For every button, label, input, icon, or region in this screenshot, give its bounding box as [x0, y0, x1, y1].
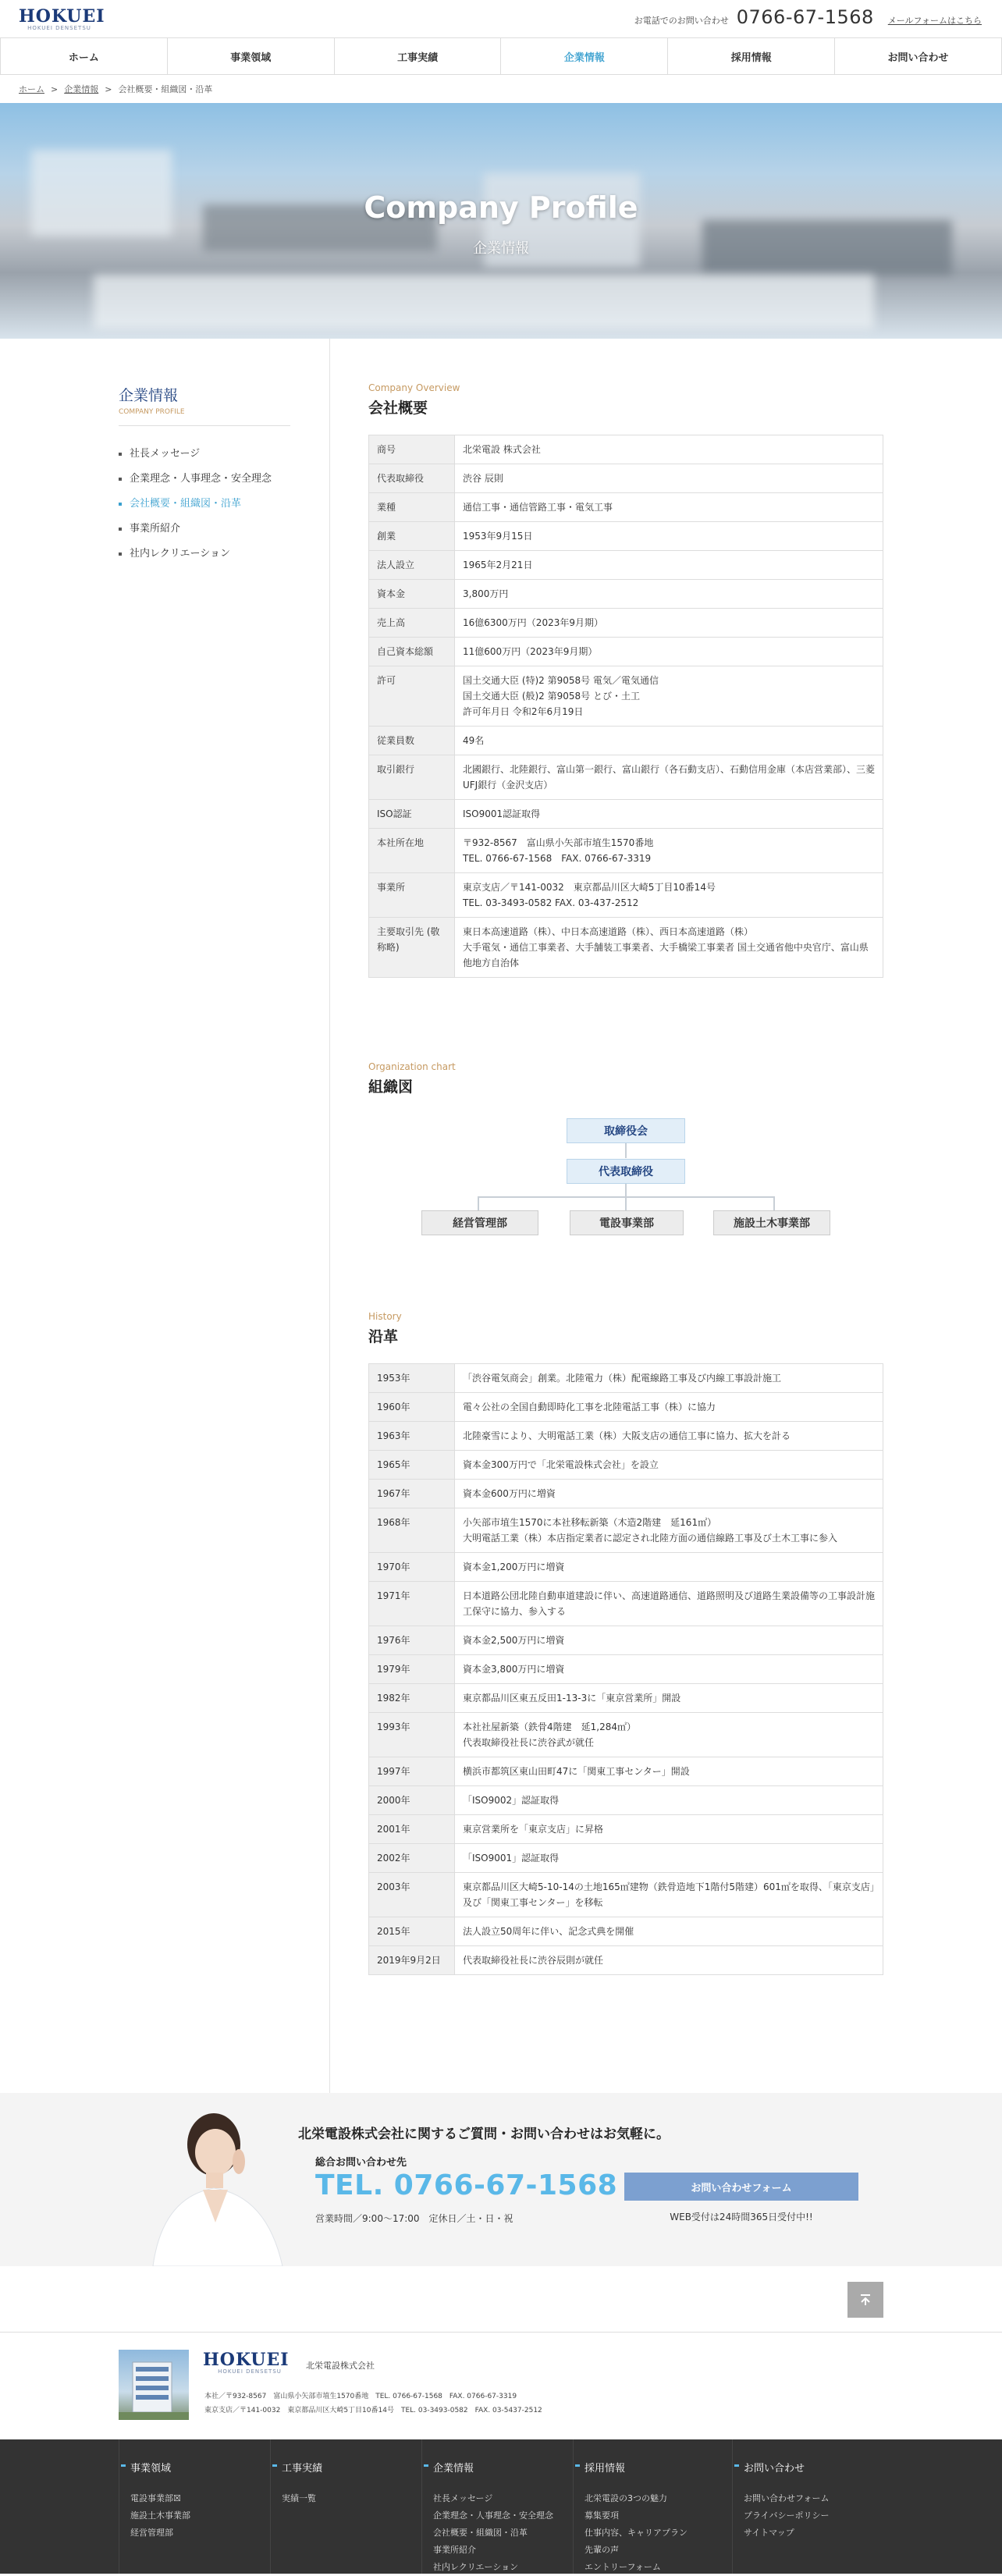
history-row-label: 2001年	[369, 1815, 455, 1844]
history-row	[369, 1815, 883, 1844]
footer-col-list	[422, 2475, 573, 2576]
history-row	[369, 1655, 883, 1684]
history-row-value	[455, 1480, 883, 1508]
overview-row-value	[455, 551, 883, 580]
history-row-label: 2002年	[369, 1844, 455, 1873]
overview-row-value	[455, 580, 883, 609]
footer-link[interactable]: 経営管理部	[130, 2528, 173, 2538]
footer-col-title[interactable]: 企業情報	[422, 2439, 573, 2475]
footer-link[interactable]: 募集要項	[584, 2510, 619, 2521]
overview-row-line: TEL. 03-3493-0582 FAX. 03-437-2512	[463, 897, 639, 908]
footer-col-item-3	[421, 2439, 573, 2574]
overview-row-line: 渋谷 辰則	[463, 473, 503, 484]
overview-row	[369, 727, 883, 755]
history-row-value	[455, 1364, 883, 1393]
overview-row-value	[455, 873, 883, 918]
overview-row	[369, 755, 883, 800]
history-row-value	[455, 1815, 883, 1844]
overview-row-label: 許可	[369, 666, 455, 727]
overview-row-value	[455, 638, 883, 666]
overview-row-label: 本社所在地	[369, 829, 455, 873]
contact-web-note: WEB受付は24時間365日受付中!!	[670, 2212, 813, 2222]
history-row	[369, 1626, 883, 1655]
contact-heading: 北栄電設株式会社に関するご質問・お問い合わせはお気軽に。	[298, 2127, 670, 2142]
history-row-value	[455, 1451, 883, 1480]
overview-row-line: 通信工事・通信管路工事・電気工事	[463, 502, 613, 513]
footer-col-list	[733, 2475, 883, 2542]
overview-row	[369, 464, 883, 493]
history-row-line: 資本金600万円に増資	[463, 1488, 556, 1499]
history-row-value	[455, 1917, 883, 1946]
logo-subtext: HOKUEI DENSETSU	[27, 25, 91, 31]
overview-row-line: 1965年2月21日	[463, 560, 533, 570]
history-row	[369, 1873, 883, 1917]
history-row	[369, 1364, 883, 1393]
overview-row-line: 国土交通大臣 (特)2 第9058号 電気／電気通信	[463, 675, 659, 686]
history-row-label: 1997年	[369, 1757, 455, 1786]
contact-form-button[interactable]: お問い合わせフォーム	[624, 2173, 858, 2201]
history-row-label: 1968年	[369, 1508, 455, 1553]
overview-row-line: 16億6300万円（2023年9月期）	[463, 617, 603, 628]
org-line	[625, 1183, 627, 1197]
history-row-value	[455, 1655, 883, 1684]
footer-link[interactable]: 事業所紹介	[433, 2545, 476, 2555]
history-row-line: 資本金3,800万円に増資	[463, 1664, 565, 1675]
history-row-line: 「ISO9002」認証取得	[463, 1795, 560, 1806]
footer-col-item-2	[270, 2439, 421, 2574]
history-row-value	[455, 1393, 883, 1422]
footer-link[interactable]: 先輩の声	[584, 2545, 619, 2555]
arrow-up-icon	[858, 2292, 873, 2308]
history-row	[369, 1713, 883, 1757]
footer-col-list	[271, 2475, 421, 2507]
overview-row	[369, 551, 883, 580]
footer-logo-subtext: HOKUEI DENSETSU	[218, 2368, 282, 2375]
nav-item-3[interactable]: 工事実績	[335, 38, 502, 74]
history-row	[369, 1393, 883, 1422]
nav-item-1[interactable]: ホーム	[0, 38, 168, 74]
logo-text: HOKUEI	[19, 6, 105, 27]
pagetop-zone	[0, 2266, 1002, 2332]
org-heading: 組織図	[368, 1078, 414, 1096]
nav-item-5[interactable]: 採用情報	[668, 38, 835, 74]
history-row-line: 法人設立50周年に伴い、記念式典を開催	[463, 1926, 634, 1937]
org-chart	[368, 1096, 883, 1252]
sidebar-item-3[interactable]: 会社概要・組織図・沿革	[119, 492, 290, 517]
breadcrumb	[0, 75, 1002, 103]
overview-row-label: 法人設立	[369, 551, 455, 580]
sidebar	[119, 384, 290, 567]
history-row-line: 代表取締役社長に渋谷辰則が就任	[463, 1955, 604, 1966]
history-row	[369, 1582, 883, 1626]
overview-row-label: 資本金	[369, 580, 455, 609]
overview-row	[369, 435, 883, 464]
footer-col-item-4	[573, 2439, 732, 2574]
history-row	[369, 1480, 883, 1508]
history-row-value	[455, 1582, 883, 1626]
footer-col-title[interactable]: 工事実績	[271, 2439, 421, 2475]
overview-heading: 会社概要	[368, 400, 428, 417]
hero-banner	[0, 103, 1002, 339]
org-line	[625, 1196, 627, 1210]
history-heading: 沿革	[368, 1328, 399, 1345]
history-row-value	[455, 1422, 883, 1451]
history-row	[369, 1786, 883, 1815]
history-row-line: 東京営業所を「東京支店」に昇格	[463, 1824, 604, 1835]
sidebar-item-5[interactable]: 社内レクリエーション	[119, 542, 290, 567]
sidebar-title: 企業情報	[119, 387, 179, 404]
overview-row-line: 国土交通大臣 (般)2 第9058号 とび・土工	[463, 691, 640, 702]
history-row-line: 代表取締役社長に渋谷武が就任	[463, 1737, 595, 1748]
footer-link[interactable]: お問い合わせフォーム	[744, 2493, 830, 2503]
overview-row-label: 創業	[369, 522, 455, 551]
hero-subtitle: 企業情報	[473, 240, 529, 257]
org-line	[478, 1196, 479, 1210]
nav-item-2[interactable]: 事業領域	[168, 38, 335, 74]
overview-row-label: 従業員数	[369, 727, 455, 755]
overview-row-line: 北栄電設 株式会社	[463, 444, 541, 455]
history-row-label: 1960年	[369, 1393, 455, 1422]
site-logo[interactable]	[19, 6, 105, 33]
history-row	[369, 1684, 883, 1713]
history-row	[369, 1553, 883, 1582]
footer-link[interactable]: 電設事業部☒	[130, 2493, 181, 2503]
overview-row-line: 11億600万円（2023年9月期）	[463, 646, 598, 657]
footer-link[interactable]: 実績一覧	[282, 2493, 316, 2503]
global-nav	[0, 37, 1002, 75]
footer-link[interactable]: 施設土木事業部	[130, 2510, 190, 2521]
history-row	[369, 1422, 883, 1451]
history-row	[369, 1946, 883, 1975]
footer-address-head: 本社／〒932-8567 富山県小矢部市埴生1570番地 TEL. 0766-67-1568 FAX. 0766-67-3319	[204, 2393, 517, 2400]
footer-col-item-1	[119, 2439, 270, 2574]
overview-row	[369, 609, 883, 638]
history-row-label: 2019年9月2日	[369, 1946, 455, 1975]
history-row-label: 1965年	[369, 1451, 455, 1480]
footer-link[interactable]: エントリーフォーム	[584, 2562, 661, 2572]
history-section	[368, 1311, 883, 1975]
history-row-label: 1963年	[369, 1422, 455, 1451]
sidebar-item-2[interactable]: 企業理念・人事理念・安全理念	[119, 467, 290, 492]
history-row-label: 1971年	[369, 1582, 455, 1626]
history-row-value	[455, 1786, 883, 1815]
sidebar-subtitle: COMPANY PROFILE	[119, 408, 290, 426]
history-row-line: 大明電話工業（株）本店指定業者に認定され北陸方面の通信線路工事及び土木工事に参入	[463, 1533, 838, 1544]
footer-link[interactable]: 仕事内容、キャリアプラン	[584, 2528, 688, 2538]
history-row-line: 本社社屋新築（鉄骨4階建 延1,284㎡）	[463, 1721, 636, 1732]
overview-row-label: 主要取引先 (敬称略)	[369, 918, 455, 978]
footer-address-tokyo: 東京支店／〒141-0032 東京都品川区大崎5丁目10番14号 TEL. 03-3493-0582 FAX. 03-5437-2512	[204, 2407, 542, 2414]
operator-photo	[122, 2098, 314, 2266]
history-row-value	[455, 1713, 883, 1757]
history-row-line: 北陸豪雪により、大明電話工業（株）大阪支店の通信工事に協力、拡大を計る	[463, 1430, 791, 1441]
footer-col-title[interactable]: 採用情報	[574, 2439, 732, 2475]
breadcrumb-separator: >	[105, 83, 112, 94]
overview-row	[369, 918, 883, 978]
footer-col-list	[574, 2475, 732, 2576]
overview-row	[369, 829, 883, 873]
org-board: 取締役会	[567, 1118, 685, 1143]
history-row-label: 1976年	[369, 1626, 455, 1655]
breadcrumb-current: 会社概要・組織図・沿革	[118, 84, 213, 94]
history-row-line: 小矢部市埴生1570に本社移転新築（木造2階建 延161㎡）	[463, 1517, 717, 1528]
contact-band	[0, 2093, 1002, 2266]
history-row-value	[455, 1626, 883, 1655]
footer-link[interactable]: 社長メッセージ	[433, 2493, 493, 2503]
overview-row	[369, 522, 883, 551]
footer-link[interactable]: 会社概要・組織図・沿革	[433, 2528, 528, 2538]
history-row-line: 東京都品川区東五反田1-13-3に「東京営業所」開設	[463, 1693, 681, 1704]
history-row-label: 1953年	[369, 1364, 455, 1393]
mail-form-link[interactable]: メールフォームはこちら	[887, 16, 982, 26]
overview-row-value	[455, 522, 883, 551]
overview-row-line: ISO9001認証取得	[463, 808, 541, 819]
overview-row	[369, 580, 883, 609]
overview-row-line: 北國銀行、北陸銀行、富山第一銀行、富山銀行（各石動支店）、石動信用金庫（本店営業部）、三菱UFJ銀行（金沢支店）	[463, 764, 876, 791]
history-row	[369, 1757, 883, 1786]
contact-label: 総合お問い合わせ先	[315, 2157, 407, 2169]
footer-col-title[interactable]: 事業領域	[119, 2439, 270, 2475]
overview-row-label: 取引銀行	[369, 755, 455, 800]
overview-row-value	[455, 829, 883, 873]
footer-link[interactable]: 企業理念・人事理念・安全理念	[433, 2510, 553, 2521]
overview-row-line: 1953年9月15日	[463, 531, 533, 542]
overview-row-value	[455, 493, 883, 522]
overview-row-line: TEL. 0766-67-1568 FAX. 0766-67-3319	[463, 853, 652, 864]
history-row-label: 1993年	[369, 1713, 455, 1757]
history-row-line: 日本道路公団北陸自動車道建設に伴い、高速道路通信、道路照明及び道路生業設備等の工事設計施工保守に協力、参入する	[463, 1590, 876, 1617]
history-row-label: 1970年	[369, 1553, 455, 1582]
overview-row-line: 許可年月日 令和2年6月19日	[463, 706, 584, 717]
history-row	[369, 1844, 883, 1873]
overview-row-label: 自己資本総額	[369, 638, 455, 666]
history-row-value	[455, 1844, 883, 1873]
org-line	[773, 1196, 775, 1210]
history-row-value	[455, 1873, 883, 1917]
history-row-line: 「ISO9001」認証取得	[463, 1853, 560, 1864]
history-row-label: 2003年	[369, 1873, 455, 1917]
footer-col-item-5	[732, 2439, 883, 2574]
header-tel[interactable]: 0766-67-1568	[736, 6, 874, 28]
footer-link[interactable]: 北栄電設の3つの魅力	[584, 2493, 667, 2503]
overview-row-line: 〒932-8567 富山県小矢部市埴生1570番地	[463, 837, 654, 848]
footer-col-title[interactable]: お問い合わせ	[733, 2439, 883, 2475]
main-content	[0, 339, 1002, 2093]
overview-row-value	[455, 666, 883, 727]
overview-row-line: 3,800万円	[463, 588, 509, 599]
overview-row-value	[455, 464, 883, 493]
overview-row-value	[455, 800, 883, 829]
org-dept-management: 経営管理部	[421, 1210, 538, 1235]
history-table	[368, 1363, 883, 1975]
overview-row-value	[455, 755, 883, 800]
overview-row-label: 商号	[369, 435, 455, 464]
sidebar-item-1[interactable]: 社長メッセージ	[119, 442, 290, 467]
hero-title: Company Profile	[364, 190, 638, 225]
history-row-value	[455, 1508, 883, 1553]
overview-row-label: 事業所	[369, 873, 455, 918]
breadcrumb-home[interactable]: ホーム	[19, 84, 44, 94]
overview-row-line: 49名	[463, 735, 485, 746]
history-row	[369, 1451, 883, 1480]
overview-heading-en: Company Overview	[368, 382, 460, 393]
org-dept-electrical: 電設事業部	[570, 1210, 684, 1235]
history-row-line: 電々公社の全国自動即時化工事を北陸電話工事（株）に協力	[463, 1402, 716, 1412]
sidebar-item-4[interactable]: 事業所紹介	[119, 517, 290, 542]
org-line	[625, 1142, 627, 1158]
company-building-photo	[119, 2350, 189, 2420]
breadcrumb-company[interactable]: 企業情報	[64, 84, 99, 94]
header-topbar	[0, 0, 1002, 37]
history-row-line: 資本金1,200万円に増資	[463, 1562, 565, 1572]
history-row-line: 横浜市都筑区東山田町47に「関東工事センター」開設	[463, 1766, 690, 1777]
footer-company-name: 北栄電設株式会社	[306, 2361, 375, 2371]
hero-blur-city	[94, 275, 874, 329]
org-dept-civil: 施設土木事業部	[713, 1210, 830, 1235]
column-divider	[329, 339, 330, 2093]
history-row	[369, 1508, 883, 1553]
header-contact	[634, 6, 982, 28]
overview-row-label: ISO認証	[369, 800, 455, 829]
history-row-line: 資本金2,500万円に増資	[463, 1635, 565, 1646]
sidebar-menu	[119, 442, 290, 567]
footer-logo-text: HOKUEI	[203, 2350, 290, 2370]
history-row-line: 資本金300万円で「北栄電設株式会社」を設立	[463, 1459, 659, 1470]
org-section	[368, 1061, 883, 1252]
overview-row	[369, 666, 883, 727]
history-row-label: 2000年	[369, 1786, 455, 1815]
breadcrumb-separator: >	[51, 83, 59, 94]
history-row-value	[455, 1553, 883, 1582]
history-row-value	[455, 1946, 883, 1975]
history-heading-en: History	[368, 1311, 402, 1322]
footer-nav	[0, 2439, 1002, 2574]
footer-link[interactable]: サイトマップ	[744, 2528, 794, 2538]
overview-row-line: 東日本高速道路（株）、中日本高速道路（株）、西日本高速道路（株）	[463, 926, 754, 937]
history-row-label: 1982年	[369, 1684, 455, 1713]
footer-link[interactable]: 社内レクリエーション	[433, 2562, 519, 2572]
history-row-label: 1967年	[369, 1480, 455, 1508]
history-row-label: 1979年	[369, 1655, 455, 1684]
overview-row-label: 業種	[369, 493, 455, 522]
overview-row-value	[455, 609, 883, 638]
overview-section	[368, 382, 883, 978]
footer-col-list	[119, 2475, 270, 2542]
overview-row-label: 代表取締役	[369, 464, 455, 493]
history-row	[369, 1917, 883, 1946]
overview-row	[369, 873, 883, 918]
overview-row	[369, 638, 883, 666]
overview-row-line: 東京支店／〒141-0032 東京都品川区大崎5丁目10番14号	[463, 882, 716, 893]
history-row-value	[455, 1684, 883, 1713]
footer-logo[interactable]	[203, 2351, 297, 2375]
overview-row-label: 売上高	[369, 609, 455, 638]
history-row-value	[455, 1757, 883, 1786]
contact-hours: 営業時間／9:00～17:00 定休日／土・日・祝	[315, 2213, 513, 2224]
overview-table	[368, 435, 883, 978]
history-row-label: 2015年	[369, 1917, 455, 1946]
org-heading-en: Organization chart	[368, 1061, 456, 1072]
overview-row-value	[455, 727, 883, 755]
overview-row-value	[455, 918, 883, 978]
footer-company-info	[0, 2332, 1002, 2439]
overview-row	[369, 493, 883, 522]
overview-row	[369, 800, 883, 829]
page-top-button[interactable]	[847, 2282, 883, 2318]
overview-row-line: 大手電気・通信工事業者、大手舗装工事業者、大手橋梁工事業者 国土交通省他中央官庁、富山県他地方自治体	[463, 942, 869, 968]
contact-tel[interactable]: TEL. 0766-67-1568	[315, 2169, 618, 2201]
footer-link[interactable]: プライバシーポリシー	[744, 2510, 830, 2521]
overview-row-value	[455, 435, 883, 464]
history-row-line: 東京都品川区大崎5-10-14の土地165㎡建物（鉄骨造地下1階付5階建）601㎡を取得、「東京支店」及び「関東工事センター」を移転	[463, 1881, 875, 1908]
nav-item-4[interactable]: 企業情報	[501, 38, 668, 74]
tel-note: お電話でのお問い合わせ	[634, 16, 729, 26]
org-president: 代表取締役	[567, 1159, 685, 1184]
nav-item-6[interactable]: お問い合わせ	[835, 38, 1002, 74]
history-row-line: 「渋谷電気商会」創業。北陸電力（株）配電線路工事及び内線工事設計施工	[463, 1373, 782, 1384]
